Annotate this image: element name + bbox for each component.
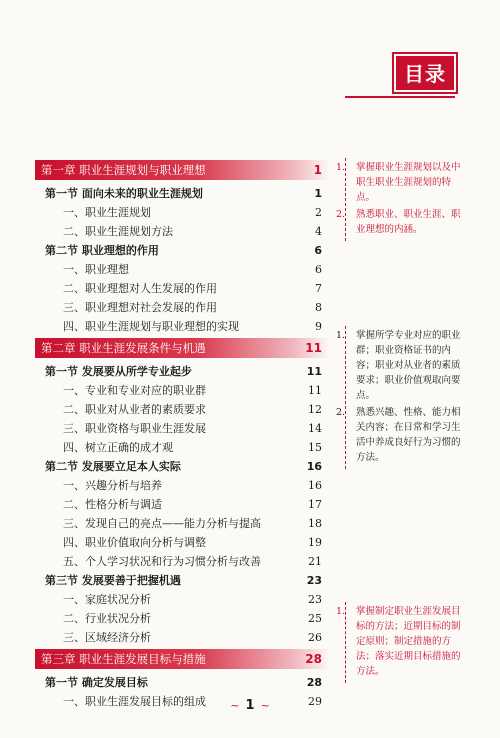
toc-chapter-row[interactable]: [35, 649, 330, 669]
toc-sub-row[interactable]: [35, 419, 330, 438]
toc-entry-label: 四、树立正确的成才观: [63, 441, 173, 454]
toc-entry-page: 8: [315, 301, 322, 314]
toc-sub-row[interactable]: [35, 514, 330, 533]
toc-entry-page: 23: [306, 574, 322, 587]
toc-chapter-row[interactable]: [35, 338, 330, 358]
toc-entry-label: 三、发现自己的亮点——能力分析与提高: [63, 517, 261, 530]
toc-sub-row[interactable]: [35, 476, 330, 495]
toc-entry-page: 9: [315, 320, 322, 333]
toc-sub-row[interactable]: [35, 590, 330, 609]
objective-text: 熟悉兴趣、性格、能力相关内容；在日常和学习生活中养成良好行为习惯的方法。: [356, 407, 461, 463]
toc-entry-page: 4: [315, 225, 322, 238]
toc-section-row[interactable]: [35, 184, 330, 203]
toc-entry-page: 11: [308, 384, 322, 397]
objective-dashed-rule: [345, 158, 346, 241]
toc-sub-row[interactable]: [35, 260, 330, 279]
toc-entry-page: 16: [306, 460, 322, 473]
toc-entry-page: 1: [314, 187, 322, 200]
toc-entry-label: 第一节 确定发展目标: [45, 676, 148, 689]
toc-entry-page: 21: [308, 555, 322, 568]
toc-entry-label: 一、职业生涯规划: [63, 206, 151, 219]
objective-number: 2.: [336, 209, 346, 220]
toc-entry-label: 一、家庭状况分析: [63, 593, 151, 606]
toc-entry-label: 二、职业生涯规划方法: [63, 225, 173, 238]
objective-number: 2.: [336, 407, 346, 418]
page-number: [0, 698, 500, 713]
objective-item: [336, 207, 464, 237]
objectives-chapter-1: [336, 160, 464, 239]
toc-entry-page: 25: [308, 612, 322, 625]
toc-entry-page: 2: [315, 206, 322, 219]
objective-item: [336, 160, 464, 205]
toc-entry-page: 28: [306, 676, 322, 689]
toc-entry-page: 18: [308, 517, 322, 530]
title-underline: [345, 96, 455, 98]
toc-entry-label: 二、职业对从业者的素质要求: [63, 403, 206, 416]
toc-sub-row[interactable]: [35, 279, 330, 298]
toc-sub-row[interactable]: [35, 381, 330, 400]
toc-entry-page: 1: [313, 163, 322, 177]
page-number-deco-right: ~: [260, 699, 270, 712]
toc-entry-page: 23: [308, 593, 322, 606]
toc-sub-row[interactable]: [35, 438, 330, 457]
toc-section-row[interactable]: [35, 571, 330, 590]
objective-number: 1.: [336, 162, 346, 173]
toc-entry-label: 三、职业资格与职业生涯发展: [63, 422, 206, 435]
objective-text: 掌握制定职业生涯发展目标的方法；近期目标的制定原则；制定措施的方法；落实近期目标措施的方法。: [356, 606, 461, 677]
toc-entry-label: 第一章 职业生涯规划与职业理想: [41, 163, 206, 177]
toc-sub-row[interactable]: [35, 222, 330, 241]
toc-sub-row[interactable]: [35, 203, 330, 222]
toc-section-row[interactable]: [35, 362, 330, 381]
toc-entry-page: 6: [315, 263, 322, 276]
toc-sub-row[interactable]: [35, 317, 330, 336]
toc-sub-row[interactable]: [35, 552, 330, 571]
objective-dashed-rule: [345, 602, 346, 683]
objectives-chapter-2: [336, 328, 464, 467]
objectives-chapter-3: [336, 604, 464, 681]
toc-entry-label: 第一节 发展要从所学专业起步: [45, 365, 192, 378]
toc-entry-label: 第二节 职业理想的作用: [45, 244, 159, 257]
objective-text: 掌握所学专业对应的职业群；职业资格证书的内容；职业对从业者的素质要求；职业价值观取向要点。: [356, 330, 461, 401]
toc-entry-page: 16: [308, 479, 322, 492]
toc-entry-label: 五、个人学习状况和行为习惯分析与改善: [63, 555, 261, 568]
toc-entry-page: 6: [314, 244, 322, 257]
toc-entry-label: 三、职业理想对社会发展的作用: [63, 301, 217, 314]
toc-entry-page: 14: [308, 422, 322, 435]
toc-entry-label: 第二节 发展要立足本人实际: [45, 460, 181, 473]
toc-chapter-row[interactable]: [35, 160, 330, 180]
toc-entry-label: 四、职业生涯规划与职业理想的实现: [63, 320, 239, 333]
page-number-deco-left: ~: [230, 699, 240, 712]
objective-text: 熟悉职业、职业生涯、职业理想的内涵。: [356, 209, 461, 235]
toc-entry-label: 一、专业和专业对应的职业群: [63, 384, 206, 397]
toc-entry-label: 二、职业理想对人生发展的作用: [63, 282, 217, 295]
toc-entry-page: 12: [308, 403, 322, 416]
toc-entry-label: 二、行业状况分析: [63, 612, 151, 625]
toc-entry-label: 第一节 面向未来的职业生涯规划: [45, 187, 203, 200]
toc-sub-row[interactable]: [35, 495, 330, 514]
toc-entry-page: 11: [305, 341, 322, 355]
toc-entry-label: 一、职业理想: [63, 263, 129, 276]
toc-sub-row[interactable]: [35, 628, 330, 647]
page-number-value: 1: [245, 698, 255, 713]
toc-entry-label: 三、区域经济分析: [63, 631, 151, 644]
toc-entry-page: 11: [306, 365, 322, 378]
toc-entry-page: 26: [308, 631, 322, 644]
toc-entry-page: 19: [308, 536, 322, 549]
toc-sub-row[interactable]: [35, 298, 330, 317]
toc-section-row[interactable]: [35, 673, 330, 692]
objective-text: 掌握职业生涯规划以及中职生职业生涯规划的特点。: [356, 162, 461, 203]
toc-entry-page: 15: [308, 441, 322, 454]
toc-entry-label: 第三章 职业生涯发展目标与措施: [41, 652, 206, 666]
toc-sub-row[interactable]: [35, 400, 330, 419]
toc-section-row[interactable]: [35, 457, 330, 476]
objective-item: [336, 405, 464, 465]
toc-entry-label: 一、职业生涯发展目标的组成: [63, 695, 206, 708]
objective-item: [336, 328, 464, 403]
toc-entry-page: 17: [308, 498, 322, 511]
toc-section-row[interactable]: [35, 241, 330, 260]
toc-entry-label: 四、职业价值取向分析与调整: [63, 536, 206, 549]
objective-number: 1.: [336, 330, 346, 341]
objective-number: 1.: [336, 606, 346, 617]
toc-entry-label: 第二章 职业生涯发展条件与机遇: [41, 341, 206, 355]
toc-entry-page: 28: [305, 652, 322, 666]
objective-item: [336, 604, 464, 679]
page-title-wrap: [392, 52, 458, 94]
objective-dashed-rule: [345, 326, 346, 469]
table-of-contents: [35, 158, 330, 711]
toc-entry-label: 一、兴趣分析与培养: [63, 479, 162, 492]
toc-entry-page: 7: [315, 282, 322, 295]
toc-sub-row[interactable]: [35, 609, 330, 628]
toc-sub-row[interactable]: [35, 533, 330, 552]
page-title: 目录: [392, 52, 458, 94]
toc-entry-page: 29: [308, 695, 322, 708]
toc-entry-label: 二、性格分析与调适: [63, 498, 162, 511]
toc-entry-label: 第三节 发展要善于把握机遇: [45, 574, 181, 587]
